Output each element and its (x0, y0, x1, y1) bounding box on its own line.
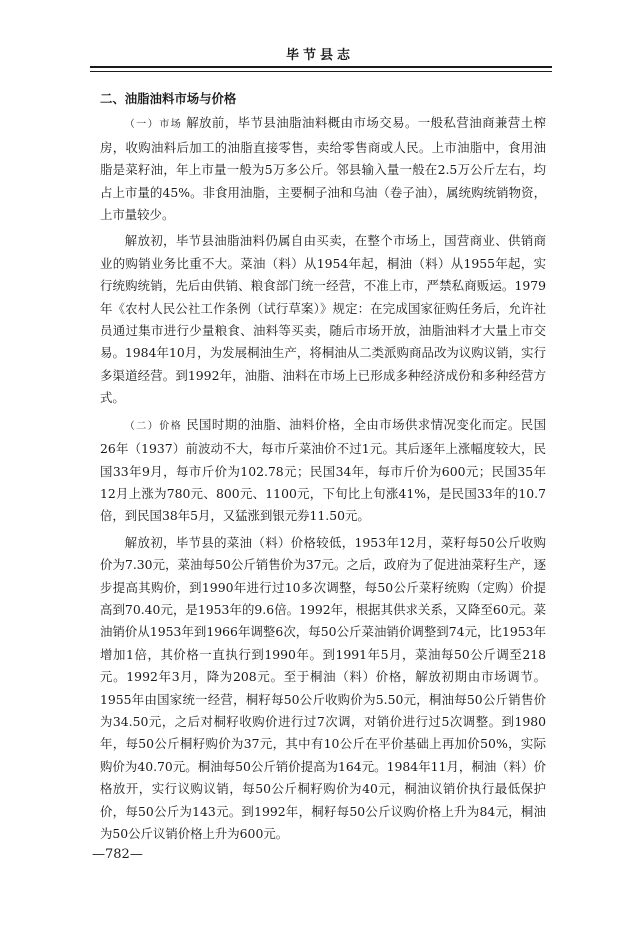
running-title: 毕节县志 (285, 48, 354, 63)
paragraph-text: 解放初，毕节县的菜油（料）价格较低，1953年12月，菜籽每50公斤收购价为7.30元，菜油每50公斤销售价为37元。之后，政府为了促进油菜籽生产，逐步提高其购价，到1990年进行过10多次调整，每50公斤菜籽统购（定购）价提高到70.40元，是1953年的9.6倍。1992年，根据其供求关系，又降至60元。菜油销价从1953年到1966年调整6次，每50公斤菜油销价调整到74元，比1953年增加1倍，其价格一直执行到1990年。到1991年5月，菜油每50公斤调至218元。1992年3月，降为208元。至于桐油（料）价格，解放初期由市场调节。1955年由国家统一经营，桐籽每50公斤收购价为5.50元，桐油每50公斤销售价为34.50元，之后对桐籽收购价进行过7次调，对销价进行过5次调整。到1980年，每50公斤桐籽购价为37元，其中有10公斤在平价基础上再加价50%，实际购价为40.70元。桐油每50公斤销价提高为164元。1984年11月，桐油（料）价格放开，实行议购议销，每50公斤桐籽购价为40元，桐油议销价执行最低保护价，每50公斤为143元。到1992年，桐籽每50公斤议购价格上升为84元，桐油为50公斤议销价格上升为600元。 (100, 534, 546, 841)
paragraph-post-liberation-price (100, 532, 546, 846)
paragraph-text: 解放初，毕节县油脂油料仍属自由买卖，在整个市场上，国营商业、供销商业的购销业务比重不大。菜油（料）从1954年起，桐油（料）从1955年起，实行统购统销，先后由供销、粮食部门统一经营，不准上市，严禁私商贩运。1979年《农村人民公社工作条例（试行草案）》规定：在完成国家征购任务后，允许社员通过集市进行少量粮食、油料等买卖，随后市场开放，油脂油料才大量上市交易。1984年10月，为发展桐油生产，将桐油从二类派购商品改为议购议销，实行多渠道经营。到1992年，油脂、油料在市场上已形成多种经济成份和多种经营方式。 (100, 233, 546, 406)
paragraph-post-liberation-market (100, 230, 546, 409)
paragraph-market (100, 112, 546, 226)
header-rule-thick (90, 66, 552, 68)
header-rule-thin (90, 71, 552, 72)
paragraph-label: （二）价格 (124, 420, 183, 432)
page-number: —782— (92, 847, 143, 862)
paragraph-price (100, 414, 546, 528)
body-text (100, 88, 546, 849)
paragraph-label: （一）市场 (124, 119, 183, 131)
paragraph-text: 民国时期的油脂、油料价格，全由市场供求情况变化而定。民国26年（1937）前波动不大，每市斤菜油价不过1元。其后逐年上涨幅度较大，民国33年9月，每市斤价为102.78元；民国34年，每市斤价为600元；民国35年12月上涨为780元、800元、1100元，下旬比上旬涨41%，是民国33年的10.7倍，到民国38年5月，又猛涨到银元券11.50元。 (100, 416, 547, 524)
paragraph-text: 解放前，毕节县油脂油料概由市场交易。一般私营油商兼营土榨房，收购油料后加工的油脂直接零售，卖给零售商或人民。上市油脂中，食用油脂是菜籽油，年上市量一般为5万多公斤。邻县输入量一般在2.5万公斤左右，均占上市量的45%。非食用油脂，主要桐子油和乌油（卷子油），属统购统销物资，上市量较少。 (100, 115, 547, 223)
section-heading: 二、油脂油料市场与价格 (100, 91, 237, 106)
